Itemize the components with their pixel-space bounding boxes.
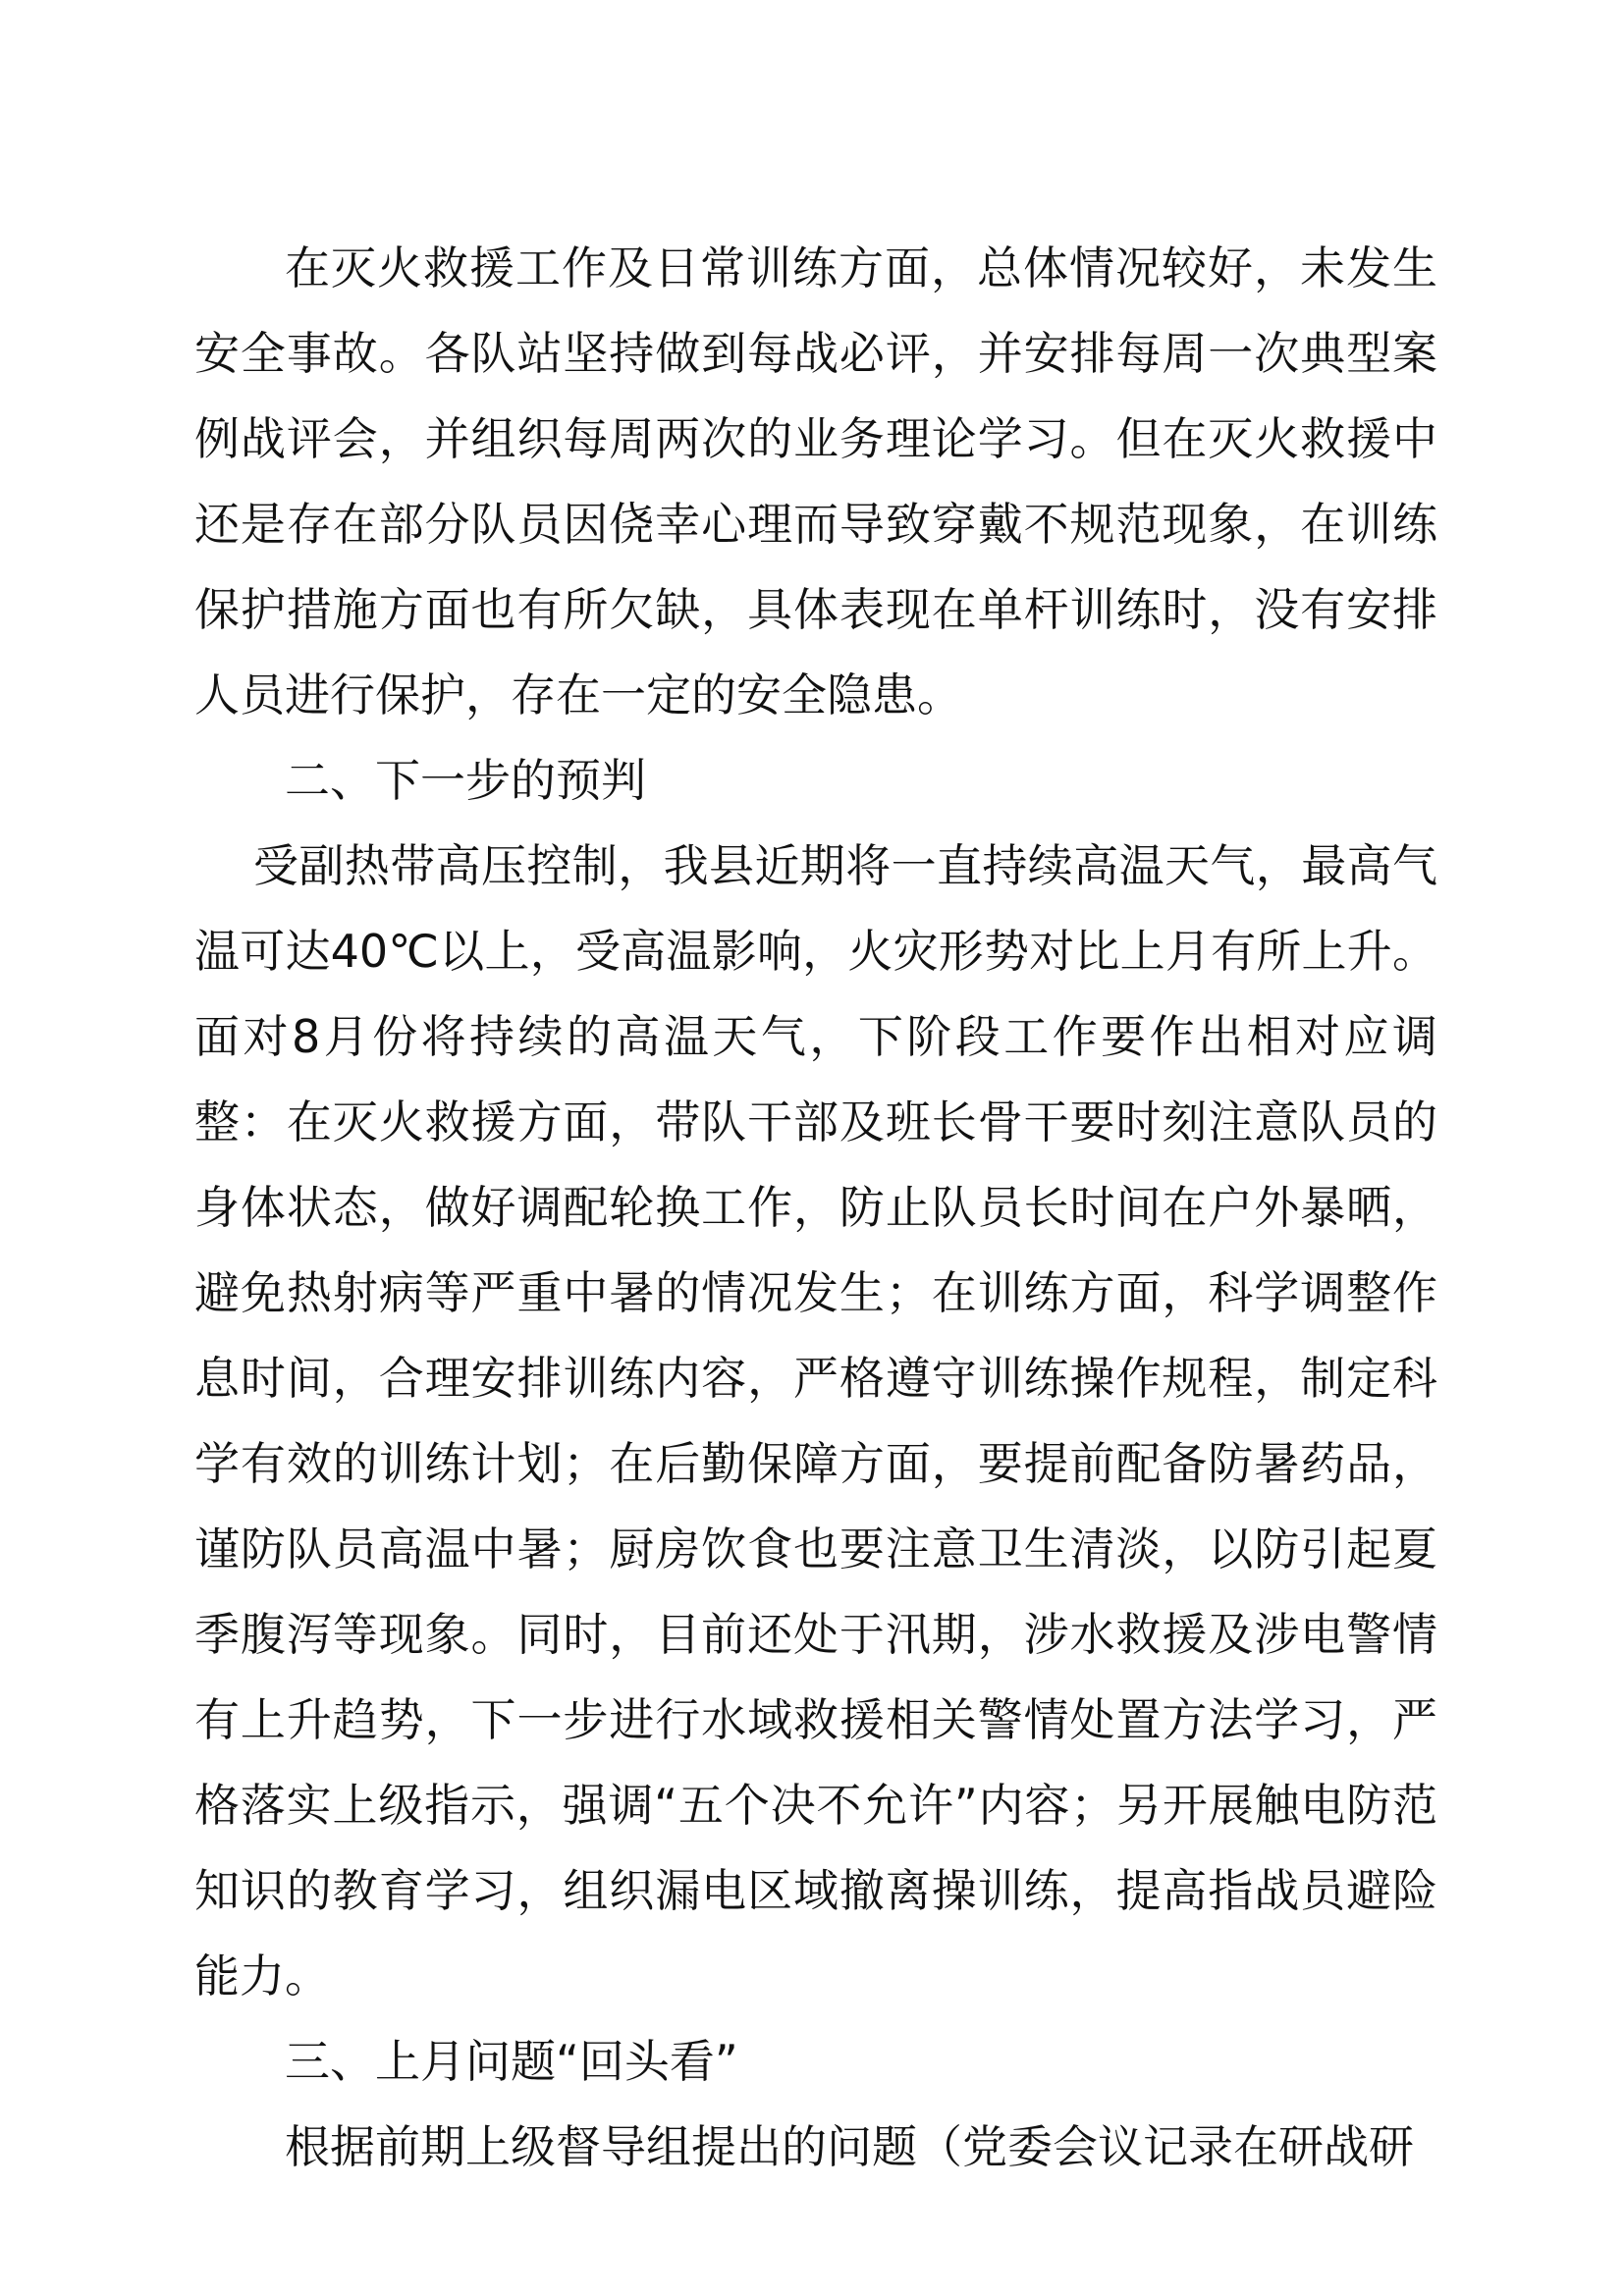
document-body [194,226,1437,2190]
paragraph-firefighting-summary: 在灭火救援工作及日常训练方面，总体情况较好，未发生安全事故。各队站坚持做到每战必评，并安排每周一次典型案例战评会，并组织每周两次的业务理论学习。但在灭火救援中还是存在部分队员因侥幸心理而导致穿戴不规范现象，在训练保护措施方面也有所欠缺，具体表现在单杆训练时，没有安排人员进行保护，存在一定的安全隐患。 [194,241,1437,721]
paragraph-forecast-details: 受副热带高压控制，我县近期将一直持续高温天气，最高气温可达40℃以上，受高温影响，火灾形势对比上月有所上升。面对8月份将持续的高温天气，下阶段工作要作出相对应调整：在灭火救援方面，带队干部及班长骨干要时刻注意队员的身体状态，做好调配轮换工作，防止队员长时间在户外暴晒，避免热射病等严重中暑的情况发生；在训练方面，科学调整作息时间，合理安排训练内容，严格遵守训练操作规程，制定科学有效的训练计划；在后勤保障方面，要提前配备防暑药品，谨防队员高温中暑；厨房饮食也要注意卫生清淡，以防引起夏季腹泻等现象。同时，目前还处于汛期，涉水救援及涉电警情有上升趋势，下一步进行水域救援相关警情处置方法学习，严格落实上级指示，强调“五个决不允许”内容；另开展触电防范知识的教育学习，组织漏电区域撤离操训练，提高指战员避险能力。 [194,839,1437,2002]
section-heading-next-step-forecast: 二、下一步的预判 [285,754,646,807]
section-heading-last-month-review: 三、上月问题“回头看” [285,2035,738,2088]
paragraph-review-intro: 根据前期上级督导组提出的问题（党委会议记录在研战研 [285,2120,1414,2173]
